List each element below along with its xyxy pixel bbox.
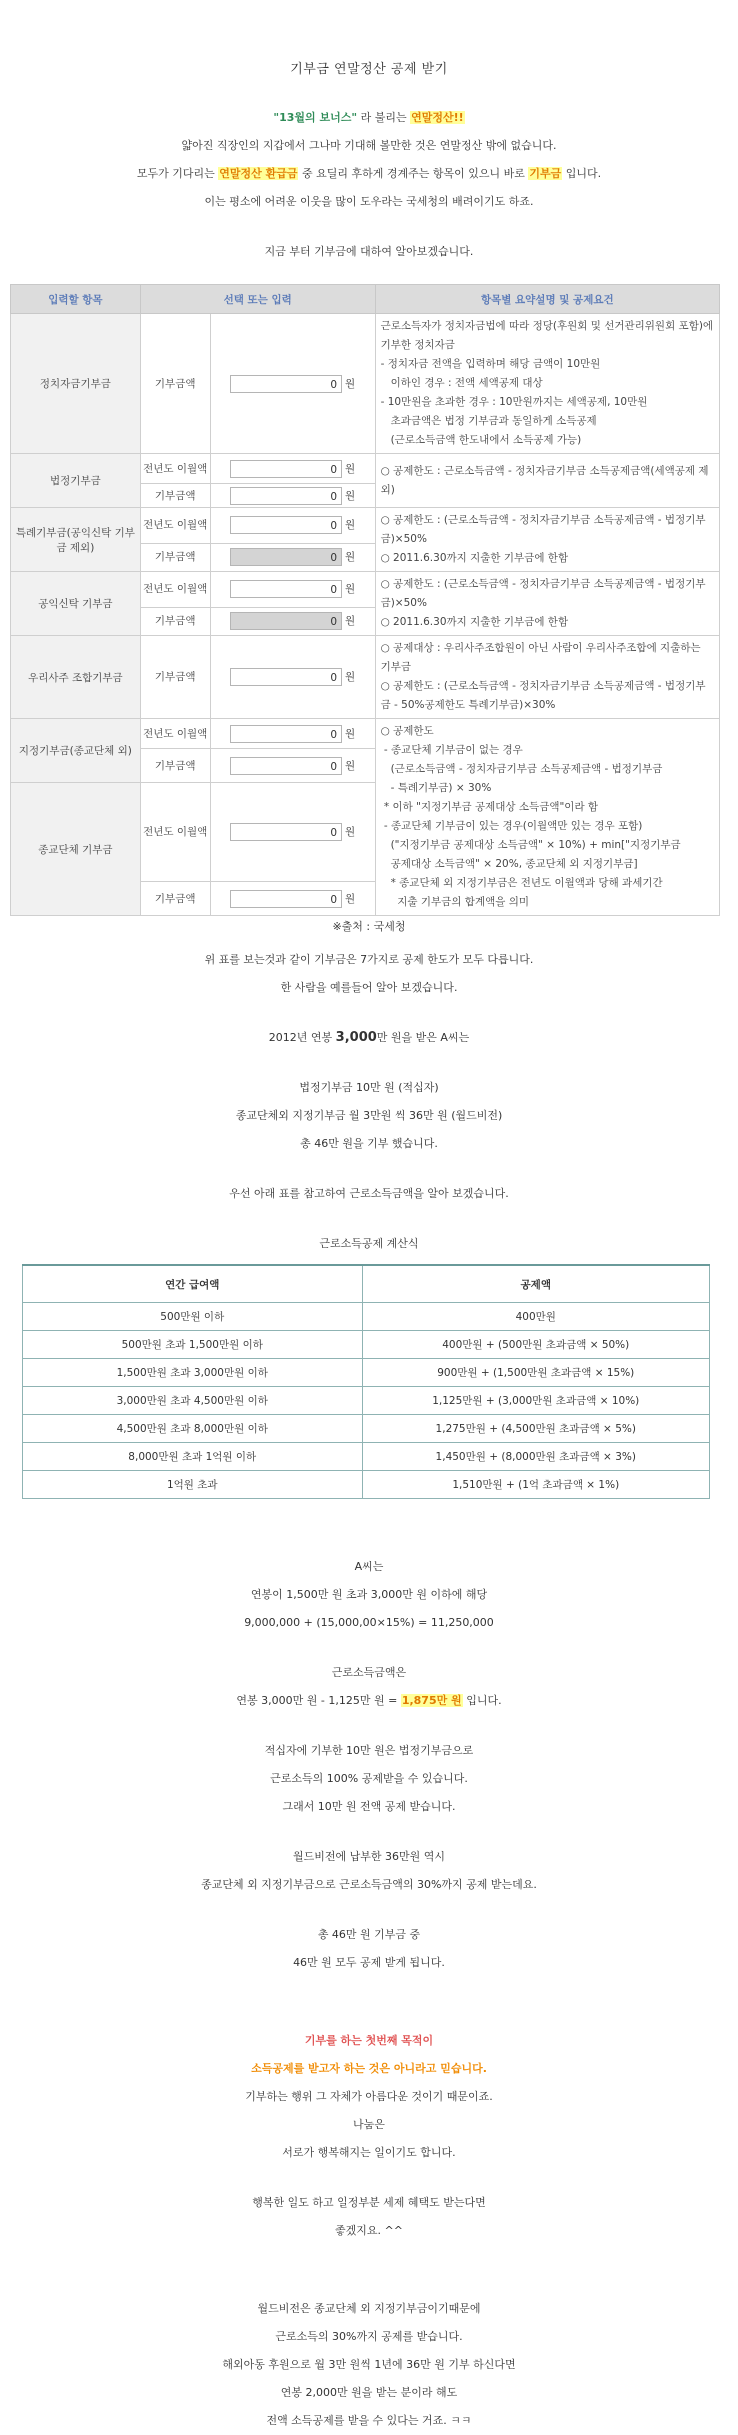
body2-l5-c: 입니다. <box>462 1694 502 1707</box>
amount-cell <box>210 454 375 484</box>
field-label: 전년도 이월액 <box>140 783 210 882</box>
intro-l3-donation: 기부금 <box>529 167 562 180</box>
header-desc: 항목별 요약설명 및 공제요건 <box>375 285 719 314</box>
deduction-formula: 1,275만원 + (4,500만원 초과금액 × 5%) <box>362 1415 710 1443</box>
body2-line-21: 근로소득의 30%까지 공제를 받습니다. <box>275 2330 463 2343</box>
deduction-formula: 1,510만원 + (1억 초과금액 × 1%) <box>362 1471 710 1499</box>
description-line: ○ 공제한도 : (근로소득금액 - 정치자금기부금 소득공제금액 - 법정기부금)×50% <box>380 514 706 545</box>
body1-line-2: 한 사람을 예를들어 알아 보겠습니다. <box>280 981 458 994</box>
description-line: ○ 2011.6.30까지 지출한 기부금에 한함 <box>380 552 569 564</box>
intro <box>0 104 738 266</box>
salary-range: 8,000만원 초과 1억원 이하 <box>23 1443 363 1471</box>
body1-line-5: 종교단체외 지정기부금 월 3만원 씩 36만 원 (월드비전) <box>235 1109 503 1122</box>
category-label: 종교단체 기부금 <box>11 783 141 916</box>
deduction-row <box>11 572 720 608</box>
body2-line-12: 46만 원 모두 공제 받게 됩니다. <box>293 1956 445 1969</box>
category-label: 정치자금기부금 <box>11 314 141 454</box>
unit-label: 원 <box>345 671 356 683</box>
amount-cell <box>210 508 375 544</box>
body2-line-22: 해외아동 후원으로 월 3만 원씩 1년에 36만 원 기부 하신다면 <box>222 2358 516 2371</box>
intro-l3-e: 입니다. <box>562 167 602 180</box>
calc-table-caption: 근로소득공제 계산식 <box>319 1237 419 1250</box>
salary-range: 500만원 이하 <box>23 1303 363 1331</box>
body1-line-4: 법정기부금 10만 원 (적십자) <box>299 1081 439 1094</box>
description-line: ○ 공제대상 : 우리사주조합원이 아닌 사람이 우리사주조합에 지출하는 기부금 <box>380 642 704 673</box>
intro-line-1 <box>0 104 738 132</box>
amount-input[interactable]: 0 <box>230 487 342 505</box>
category-label: 우리사주 조합기부금 <box>11 636 141 719</box>
intro-l3-refund: 연말정산 환급금 <box>219 167 298 180</box>
description-line: - 종교단체 기부금이 있는 경우(이월액만 있는 경우 포함) <box>380 820 643 832</box>
intro-line-3 <box>0 160 738 188</box>
amount-cell <box>210 484 375 508</box>
amount-cell <box>210 636 375 719</box>
item-description <box>375 572 719 636</box>
intro-line-4: 이는 평소에 어려운 이웃을 많이 도우라는 국세청의 배려이기도 하죠. <box>204 195 534 208</box>
salary-range: 4,500만원 초과 8,000만원 이하 <box>23 1415 363 1443</box>
salary-range: 1억원 초과 <box>23 1471 363 1499</box>
calc-header-salary: 연간 급여액 <box>23 1265 363 1303</box>
body2-l5-a: 연봉 3,000만 원 - 1,125만 원 = <box>236 1694 401 1707</box>
description-line: 공제대상 소득금액" × 20%, 종교단체 외 지정기부금] <box>380 858 638 870</box>
amount-input[interactable]: 0 <box>230 375 342 393</box>
intro-l3-c: 중 요딜리 후하게 경계주는 항목이 있으니 바로 <box>298 167 529 180</box>
body2-line-19: 좋겠지요. ^^ <box>335 2224 403 2237</box>
field-label: 기부금액 <box>140 749 210 783</box>
body2-line-20: 월드비전은 종교단체 외 지정기부금이기때문에 <box>257 2302 481 2315</box>
category-label: 공익신탁 기부금 <box>11 572 141 636</box>
description-line: - 정치자금 전액을 입력하며 해당 금액이 10만원 <box>380 358 601 370</box>
deduction-row <box>11 508 720 544</box>
description-line: (근로소득금액 - 정치자금기부금 소득공제금액 - 법정기부금 <box>380 763 663 775</box>
header-input: 선택 또는 입력 <box>140 285 375 314</box>
description-line: ○ 공제한도 : (근로소득금액 - 정치자금기부금 소득공제금액 - 법정기부금 - 50%공제한도 특례기부금)×30% <box>380 680 706 711</box>
description-line: * 종교단체 외 지정기부금은 전년도 이월액과 당해 과세기간 <box>380 877 663 889</box>
field-label: 기부금액 <box>140 543 210 571</box>
calc-table-header <box>23 1265 710 1303</box>
intro-l3-a: 모두가 기다리는 <box>136 167 219 180</box>
description-line: ○ 공제한도 <box>380 725 434 737</box>
body2-line-15: 기부하는 행위 그 자체가 아름다운 것이기 때문이죠. <box>245 2090 493 2103</box>
body1-l3-a: 2012년 연봉 <box>268 1031 336 1044</box>
deduction-table <box>10 284 720 916</box>
unit-label: 원 <box>345 519 356 532</box>
deduction-formula: 1,450만원 + (8,000만원 초과금액 × 3%) <box>362 1443 710 1471</box>
amount-cell <box>210 882 375 916</box>
description-line: - 특례기부금) × 30% <box>380 782 492 794</box>
amount-cell <box>210 543 375 571</box>
body1-line-1: 위 표를 보는것과 같이 기부금은 7가지로 공제 한도가 모두 다릅니다. <box>204 953 534 966</box>
amount-input[interactable]: 0 <box>230 668 342 686</box>
salary-range: 500만원 초과 1,500만원 이하 <box>23 1331 363 1359</box>
category-label: 지정기부금(종교단체 외) <box>11 719 141 783</box>
deduction-formula: 400만원 <box>362 1303 710 1331</box>
intro-line-2: 얇아진 직장인의 지갑에서 그나마 기대해 볼만한 것은 연말정산 밖에 없습니다. <box>181 139 557 152</box>
body2-line-4: 근로소득금액은 <box>331 1666 407 1679</box>
body2-line-11: 총 46만 원 기부금 중 <box>317 1928 421 1941</box>
amount-input[interactable]: 0 <box>230 757 342 775</box>
deduction-formula: 1,125만원 + (3,000만원 초과금액 × 10%) <box>362 1387 710 1415</box>
intro-line-5: 지금 부터 기부금에 대하여 알아보겠습니다. <box>264 245 474 258</box>
description-line: ("지정기부금 공제대상 소득금액" × 10%) + min["지정기부금 <box>380 839 681 851</box>
description-line: 지출 기부금의 합계액을 의미 <box>380 896 529 908</box>
category-label: 법정기부금 <box>11 454 141 508</box>
calc-row <box>23 1331 710 1359</box>
body2-line-2: 연봉이 1,500만 원 초과 3,000만 원 이하에 해당 <box>250 1588 488 1601</box>
description-line: (근로소득금액 한도내에서 소득공제 가능) <box>380 434 582 446</box>
description-line: 이하인 경우 : 전액 세액공제 대상 <box>380 377 543 389</box>
amount-cell <box>210 572 375 608</box>
deduction-formula: 400만원 + (500만원 초과금액 × 50%) <box>362 1331 710 1359</box>
calc-row <box>23 1415 710 1443</box>
unit-label: 원 <box>345 615 356 628</box>
intro-quote: "13월의 보너스" <box>273 111 358 124</box>
body2-line-24: 전액 소득공제를 받을 수 있다는 거죠. ㅋㅋ <box>266 2414 472 2427</box>
body2-line-17: 서로가 행복해지는 일이기도 합니다. <box>282 2146 456 2159</box>
amount-input[interactable]: 0 <box>230 823 342 841</box>
amount-cell <box>210 719 375 749</box>
calc-row <box>23 1471 710 1499</box>
amount-input: 0 <box>230 612 342 630</box>
description-line: ○ 공제한도 : (근로소득금액 - 정치자금기부금 소득공제금액 - 법정기부금)×50% <box>380 578 706 609</box>
intro-highlight: 연말정산!! <box>411 111 464 124</box>
body2-line-7: 근로소득의 100% 공제받을 수 있습니다. <box>270 1772 468 1785</box>
amount-cell <box>210 314 375 454</box>
item-description <box>375 508 719 572</box>
deduction-table-header <box>11 285 720 314</box>
amount-input[interactable]: 0 <box>230 890 342 908</box>
intro-mid: 라 불리는 <box>357 111 411 124</box>
item-description <box>375 636 719 719</box>
calc-row <box>23 1359 710 1387</box>
unit-label: 원 <box>345 583 356 596</box>
deduction-row <box>11 636 720 719</box>
body2-line-18: 행복한 일도 하고 일정부분 세제 혜택도 받는다면 <box>252 2196 486 2209</box>
amount-cell <box>210 749 375 783</box>
header-item: 입력할 항목 <box>11 285 141 314</box>
field-label: 전년도 이월액 <box>140 454 210 484</box>
body1-line-7: 우선 아래 표를 참고하여 근로소득금액을 알아 보겠습니다. <box>229 1187 509 1200</box>
salary-amount: 3,000 <box>335 1030 377 1045</box>
description-line: * 이하 "지정기부금 공제대상 소득금액"이라 함 <box>380 801 599 813</box>
unit-label: 원 <box>345 489 356 502</box>
item-description <box>375 454 719 508</box>
unit-label: 원 <box>345 551 356 564</box>
unit-label: 원 <box>345 826 356 838</box>
body1-l3-c: 만 원을 받은 A씨는 <box>376 1031 470 1044</box>
body2-line-14: 소득공제를 받고자 하는 것은 아니라고 믿습니다. <box>251 2062 487 2075</box>
deduction-formula: 900만원 + (1,500만원 초과금액 × 15%) <box>362 1359 710 1387</box>
field-label: 기부금액 <box>140 314 210 454</box>
body-section-2 <box>0 1553 738 2435</box>
calc-row <box>23 1443 710 1471</box>
amount-input[interactable]: 0 <box>230 725 342 743</box>
field-label: 기부금액 <box>140 882 210 916</box>
body1-line-6: 총 46만 원을 기부 했습니다. <box>300 1137 438 1150</box>
body2-line-10: 종교단체 외 지정기부금으로 근로소득금액의 30%까지 공제 받는데요. <box>201 1878 537 1891</box>
field-label: 기부금액 <box>140 607 210 635</box>
description-line: 근로소득자가 정치자금법에 따라 정당(후원회 및 선거관리위원회 포함)에 기부한 정치자금 <box>380 320 717 351</box>
body2-line-9: 월드비전에 납부한 36만원 역시 <box>293 1850 445 1863</box>
description-line: - 10만원을 초과한 경우 : 10만원까지는 세액공제, 10만원 <box>380 396 648 408</box>
field-label: 전년도 이월액 <box>140 572 210 608</box>
body2-line-5 <box>0 1687 738 1715</box>
item-description <box>375 719 719 916</box>
field-label: 기부금액 <box>140 484 210 508</box>
calc-table <box>22 1264 710 1499</box>
unit-label: 원 <box>345 377 356 390</box>
field-label: 기부금액 <box>140 636 210 719</box>
deduction-row <box>11 719 720 749</box>
field-label: 전년도 이월액 <box>140 508 210 544</box>
body2-line-23: 연봉 2,000만 원을 받는 분이라 해도 <box>280 2386 458 2399</box>
body2-line-8: 그래서 10만 원 전액 공제 받습니다. <box>282 1800 456 1813</box>
amount-input[interactable]: 0 <box>230 580 342 598</box>
body2-line-16: 나눔은 <box>353 2118 385 2131</box>
amount-input[interactable]: 0 <box>230 516 342 534</box>
description-line: ○ 공제한도 : 근로소득금액 - 정치자금기부금 소득공제금액(세액공제 제외) <box>380 464 709 496</box>
body2-line-6: 적십자에 기부한 10만 원은 법정기부금으로 <box>264 1744 474 1757</box>
unit-label: 원 <box>345 462 356 475</box>
body-section-1 <box>0 946 738 1208</box>
calc-row <box>23 1303 710 1331</box>
amount-cell <box>210 783 375 882</box>
amount-cell <box>210 607 375 635</box>
body2-line-1: A씨는 <box>354 1560 384 1573</box>
salary-range: 3,000만원 초과 4,500만원 이하 <box>23 1387 363 1415</box>
field-label: 전년도 이월액 <box>140 719 210 749</box>
description-line: ○ 2011.6.30까지 지출한 기부금에 한함 <box>380 616 569 628</box>
deduction-row <box>11 454 720 484</box>
category-label: 특례기부금(공익신탁 기부금 제외) <box>11 508 141 572</box>
unit-label: 원 <box>345 892 356 905</box>
amount-input: 0 <box>230 548 342 566</box>
calc-row <box>23 1387 710 1415</box>
body1-line-3 <box>0 1024 738 1052</box>
earned-income-amount: 1,875만 원 <box>401 1694 462 1707</box>
body2-line-3: 9,000,000 + (15,000,00×15%) = 11,250,000 <box>244 1616 494 1629</box>
source-note: ※출처 : 국세청 <box>332 920 406 933</box>
item-description <box>375 314 719 454</box>
description-line: 초과금액은 법정 기부금과 동일하게 소득공제 <box>380 415 597 427</box>
deduction-row <box>11 314 720 454</box>
body2-line-13: 기부를 하는 첫번째 목적이 <box>304 2034 434 2047</box>
unit-label: 원 <box>345 759 356 772</box>
calc-header-deduction: 공제액 <box>362 1265 710 1303</box>
salary-range: 1,500만원 초과 3,000만원 이하 <box>23 1359 363 1387</box>
unit-label: 원 <box>345 727 356 740</box>
description-line: - 종교단체 기부금이 없는 경우 <box>380 744 523 756</box>
amount-input[interactable]: 0 <box>230 460 342 478</box>
page-title: 기부금 연말정산 공제 받기 <box>290 62 448 77</box>
